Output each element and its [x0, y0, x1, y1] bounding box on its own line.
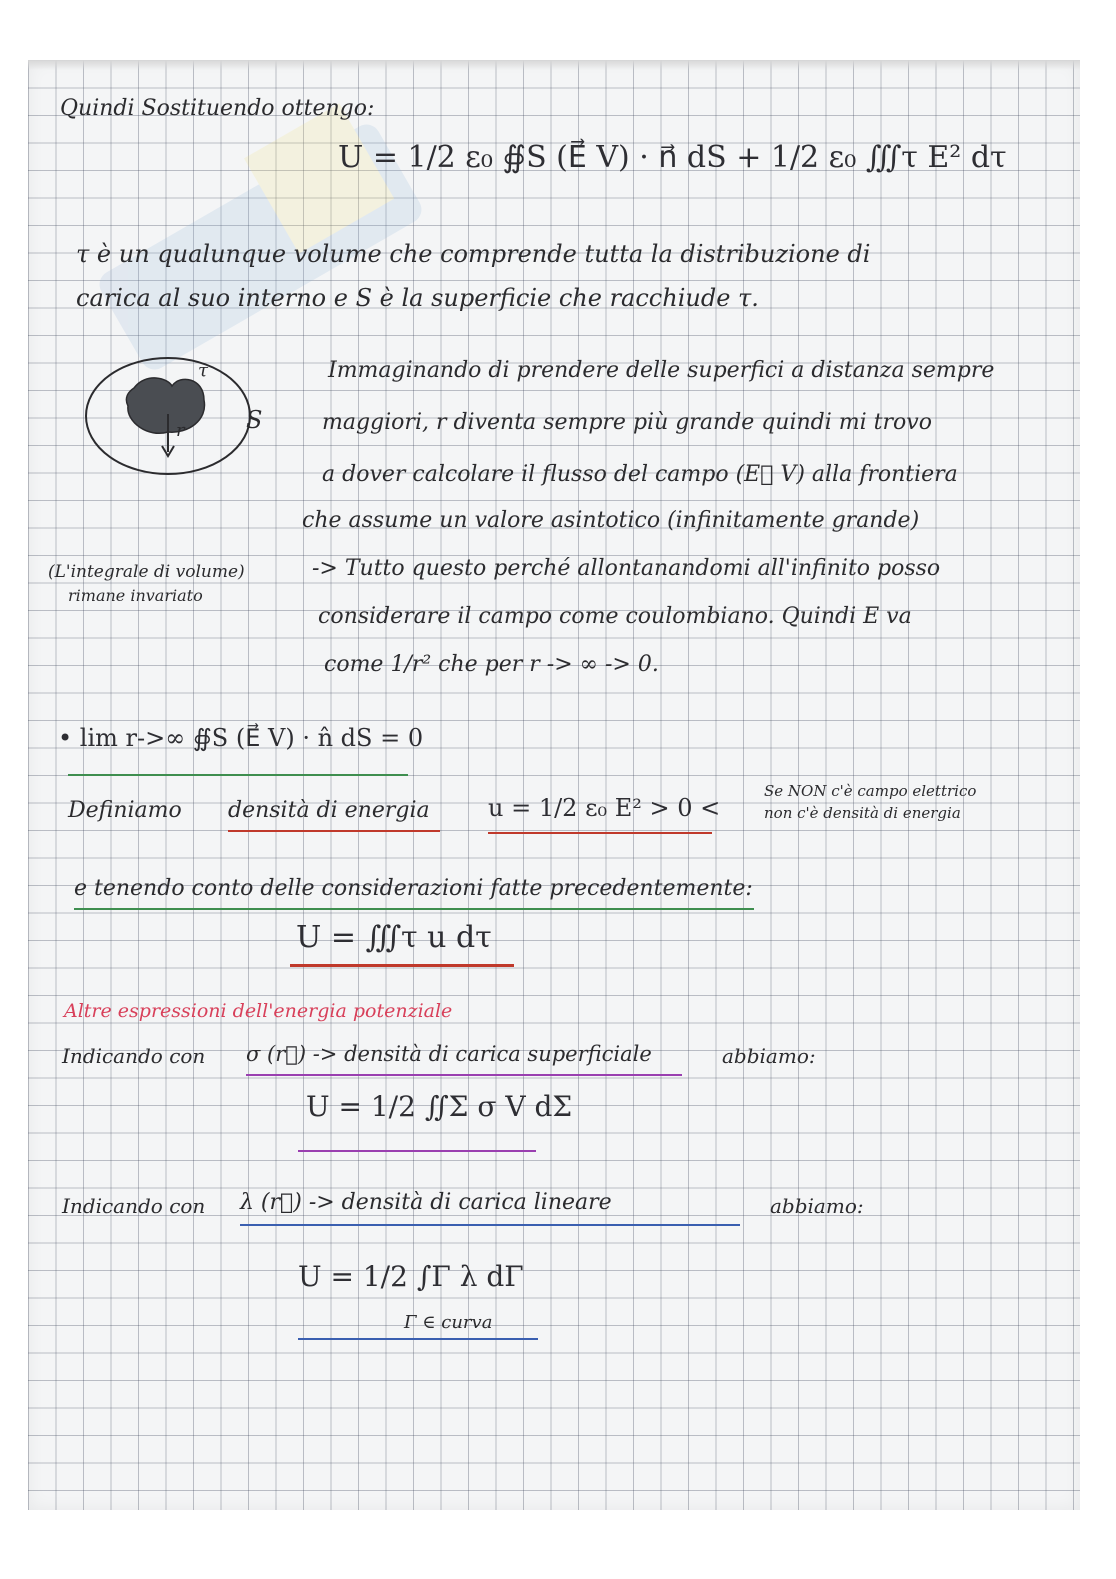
underline-red-eq2 [290, 964, 514, 967]
underline-purple-surface [246, 1074, 682, 1076]
note-no-field-1: Se NON c'è campo elettrico [764, 782, 977, 800]
text-linear-charge-density: λ (r⃗) -> densità di carica lineare [240, 1190, 612, 1215]
text-surface-charge-density: σ (r⃗) -> densità di carica superficiale [246, 1042, 652, 1066]
underline-green-considerations [74, 908, 754, 910]
equation-surface-energy: U = 1/2 ∬Σ σ V dΣ [306, 1090, 573, 1123]
underline-green-limit [68, 774, 408, 776]
underline-red-energy-density [228, 830, 440, 832]
text-line-10: come 1/r² che per r -> ∞ -> 0. [324, 652, 659, 677]
underline-blue-eq4 [298, 1338, 538, 1340]
figure-label-r: r [176, 420, 185, 441]
text-indicating-2: Indicando con [62, 1194, 206, 1218]
text-we-have-1: abbiamo: [722, 1044, 816, 1068]
text-line-2: τ è un qualunque volume che comprende tutta la distribuzione di [76, 240, 871, 268]
text-line-3: carica al suo interno e S è la superficie che racchiude τ. [76, 284, 759, 312]
text-indicating-1: Indicando con [62, 1044, 206, 1068]
text-we-have-2: abbiamo: [770, 1194, 864, 1218]
figure-label-S: S [246, 406, 263, 434]
text-line-8: -> Tutto questo perché allontanandomi all'infinito posso [312, 556, 941, 581]
side-note-line-1: (L'integrale di volume) [48, 562, 245, 582]
notebook-page [28, 60, 1080, 1510]
page-fold-shadow [28, 60, 1080, 70]
equation-limit-flux: • lim r->∞ ∯S (E⃗ V) · n̂ dS = 0 [58, 724, 424, 752]
text-define: Definiamo [68, 798, 182, 823]
text-line-7: che assume un valore asintotico (infinitamente grande) [302, 508, 920, 533]
text-energy-density: densità di energia [228, 798, 430, 823]
text-line-1: Quindi Sostituendo ottengo: [60, 96, 375, 121]
equation-linear-energy: U = 1/2 ∫Γ λ dΓ [298, 1260, 524, 1293]
underline-blue-linear [240, 1224, 740, 1226]
text-line-6: a dover calcolare il flusso del campo (E⃗ V) alla frontiera [322, 462, 958, 487]
underline-purple-eq3 [298, 1150, 536, 1152]
underline-red-energy-density-eq [488, 832, 712, 834]
figure-label-tau: τ [198, 360, 208, 381]
equation-energy-flux-volume: U = 1/2 ε₀ ∯S (E⃗ V) · n⃗ dS + 1/2 ε₀ ∭τ E² dτ [338, 140, 1007, 175]
equation-energy-density: u = 1/2 ε₀ E² > 0 < [488, 794, 721, 822]
text-line-4: Immaginando di prendere delle superfici a distanza sempre [328, 358, 995, 383]
equation-energy-volume: U = ∭τ u dτ [296, 920, 492, 955]
section-heading-other-expressions: Altre espressioni dell'energia potenziale [64, 1000, 453, 1022]
equation-linear-subscript: Γ ∈ curva [404, 1312, 493, 1333]
note-no-field-2: non c'è densità di energia [764, 804, 961, 822]
text-line-5: maggiori, r diventa sempre più grande quindi mi trovo [322, 410, 932, 435]
text-line-12: e tenendo conto delle considerazioni fatte precedentemente: [74, 876, 753, 901]
side-note-line-2: rimane invariato [68, 586, 203, 605]
text-line-9: considerare il campo come coulombiano. Quindi E va [318, 604, 912, 629]
